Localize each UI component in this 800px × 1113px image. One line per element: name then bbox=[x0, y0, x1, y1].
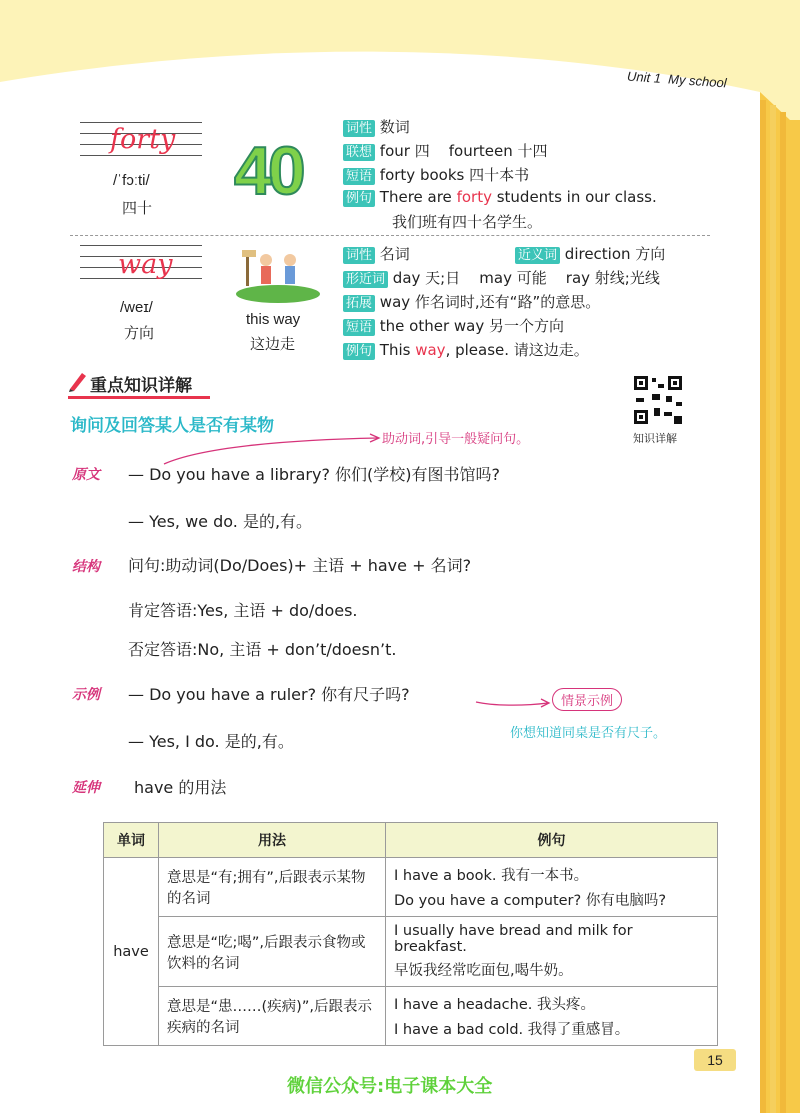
table-header: 用法 bbox=[159, 823, 386, 858]
unit-title: My school bbox=[667, 71, 728, 91]
way-row-phrase: 短语 the other way 另一个方向 bbox=[343, 315, 564, 336]
word-forty: forty bbox=[110, 124, 176, 155]
label-structure: 结构 bbox=[72, 559, 100, 575]
way-row-extend: 拓展 way 作名词时,还有“路”的意思。 bbox=[343, 291, 600, 312]
table-cell-usage: 意思是“患……(疾病)”,后跟表示疾病的名词 bbox=[159, 987, 386, 1046]
phonetic-forty: /ˈfɔːti/ bbox=[113, 172, 150, 189]
forty-row-phrase: 短语 forty books 四十本书 bbox=[343, 164, 529, 185]
qr-label: 知识详解 bbox=[633, 432, 677, 445]
phonetic-way: /weɪ/ bbox=[120, 299, 153, 316]
qr-code[interactable] bbox=[632, 374, 684, 426]
original-question: — Do you have a library? 你们(学校)有图书馆吗? bbox=[128, 465, 501, 484]
way-row-similar: 形近词 day 天;日 may 可能 ray 射线;光线 bbox=[343, 267, 660, 288]
label-original: 原文 bbox=[72, 467, 100, 483]
way-row-pos: 词性 名词 bbox=[343, 243, 410, 264]
table-cell-example: I have a book. 我有一本书。 Do you have a computer? 你有电脑吗? bbox=[386, 858, 718, 917]
table-row bbox=[104, 987, 718, 1046]
forty-row-example: 例句 There are forty students in our class. bbox=[343, 188, 657, 207]
table-header: 单词 bbox=[104, 823, 159, 858]
example-arrow bbox=[474, 696, 552, 710]
forty-row-assoc: 联想 four 四 fourteen 十四 bbox=[343, 140, 548, 161]
meaning-forty: 四十 bbox=[122, 199, 153, 217]
structure-question: 问句:助动词(Do/Does)+ 主语 + have + 名词? bbox=[128, 556, 472, 575]
number-40-illustration: 40 bbox=[234, 133, 302, 209]
page-number: 15 bbox=[694, 1049, 736, 1071]
structure-negative: 否定答语:No, 主语 + don’t/doesn’t. bbox=[128, 640, 397, 659]
table-cell-word: have bbox=[104, 858, 159, 1046]
entry-divider bbox=[70, 235, 710, 236]
way-caption-en: this way bbox=[246, 311, 301, 328]
original-answer: — Yes, we do. 是的,有。 bbox=[128, 512, 313, 531]
pencil-icon bbox=[66, 370, 88, 396]
table-header-row bbox=[104, 823, 718, 858]
topic-title: 询问及回答某人是否有某物 bbox=[70, 416, 274, 436]
section-title: 重点知识详解 bbox=[90, 376, 192, 396]
table-header: 例句 bbox=[386, 823, 718, 858]
meaning-way: 方向 bbox=[124, 324, 155, 342]
unit-number: Unit 1 bbox=[626, 68, 662, 86]
example-answer: — Yes, I do. 是的,有。 bbox=[128, 732, 294, 751]
table-cell-usage: 意思是“有;拥有”,后跟表示某物的名词 bbox=[159, 858, 386, 917]
table-row bbox=[104, 917, 718, 987]
annotation-scenario: 你想知道同桌是否有尺子。 bbox=[510, 726, 667, 741]
scenario-bubble: 情景示例 bbox=[552, 688, 622, 711]
forty-row-pos: 词性 数词 bbox=[343, 116, 410, 137]
annotation-auxiliary: 助动词,引导一般疑问句。 bbox=[382, 432, 530, 447]
table-cell-usage: 意思是“吃;喝”,后跟表示食物或饮料的名词 bbox=[159, 917, 386, 987]
way-row-synonym: 近义词 direction 方向 bbox=[515, 243, 665, 264]
footer-watermark: 微信公众号:电子课本大全 bbox=[287, 1076, 493, 1097]
way-caption-cn: 这边走 bbox=[250, 335, 296, 353]
label-extend: 延伸 bbox=[72, 780, 100, 796]
table-cell-example: I have a headache. 我头疼。 I have a bad cold. 我得了重感冒。 bbox=[386, 987, 718, 1046]
section-underline bbox=[68, 396, 210, 399]
structure-positive: 肯定答语:Yes, 主语 + do/does. bbox=[128, 601, 358, 620]
forty-example-translation: 我们班有四十名学生。 bbox=[392, 213, 543, 231]
label-example: 示例 bbox=[72, 687, 100, 703]
extend-text: have 的用法 bbox=[134, 778, 227, 797]
people-walking-illustration bbox=[234, 246, 322, 304]
example-question: — Do you have a ruler? 你有尺子吗? bbox=[128, 685, 410, 704]
have-usage-table bbox=[103, 822, 718, 1046]
word-way: way bbox=[118, 249, 173, 280]
table-cell-example: I usually have bread and milk for breakfast. 早饭我经常吃面包,喝牛奶。 bbox=[386, 917, 718, 987]
way-row-example: 例句 This way, please. 请这边走。 bbox=[343, 339, 589, 360]
table-row bbox=[104, 858, 718, 917]
